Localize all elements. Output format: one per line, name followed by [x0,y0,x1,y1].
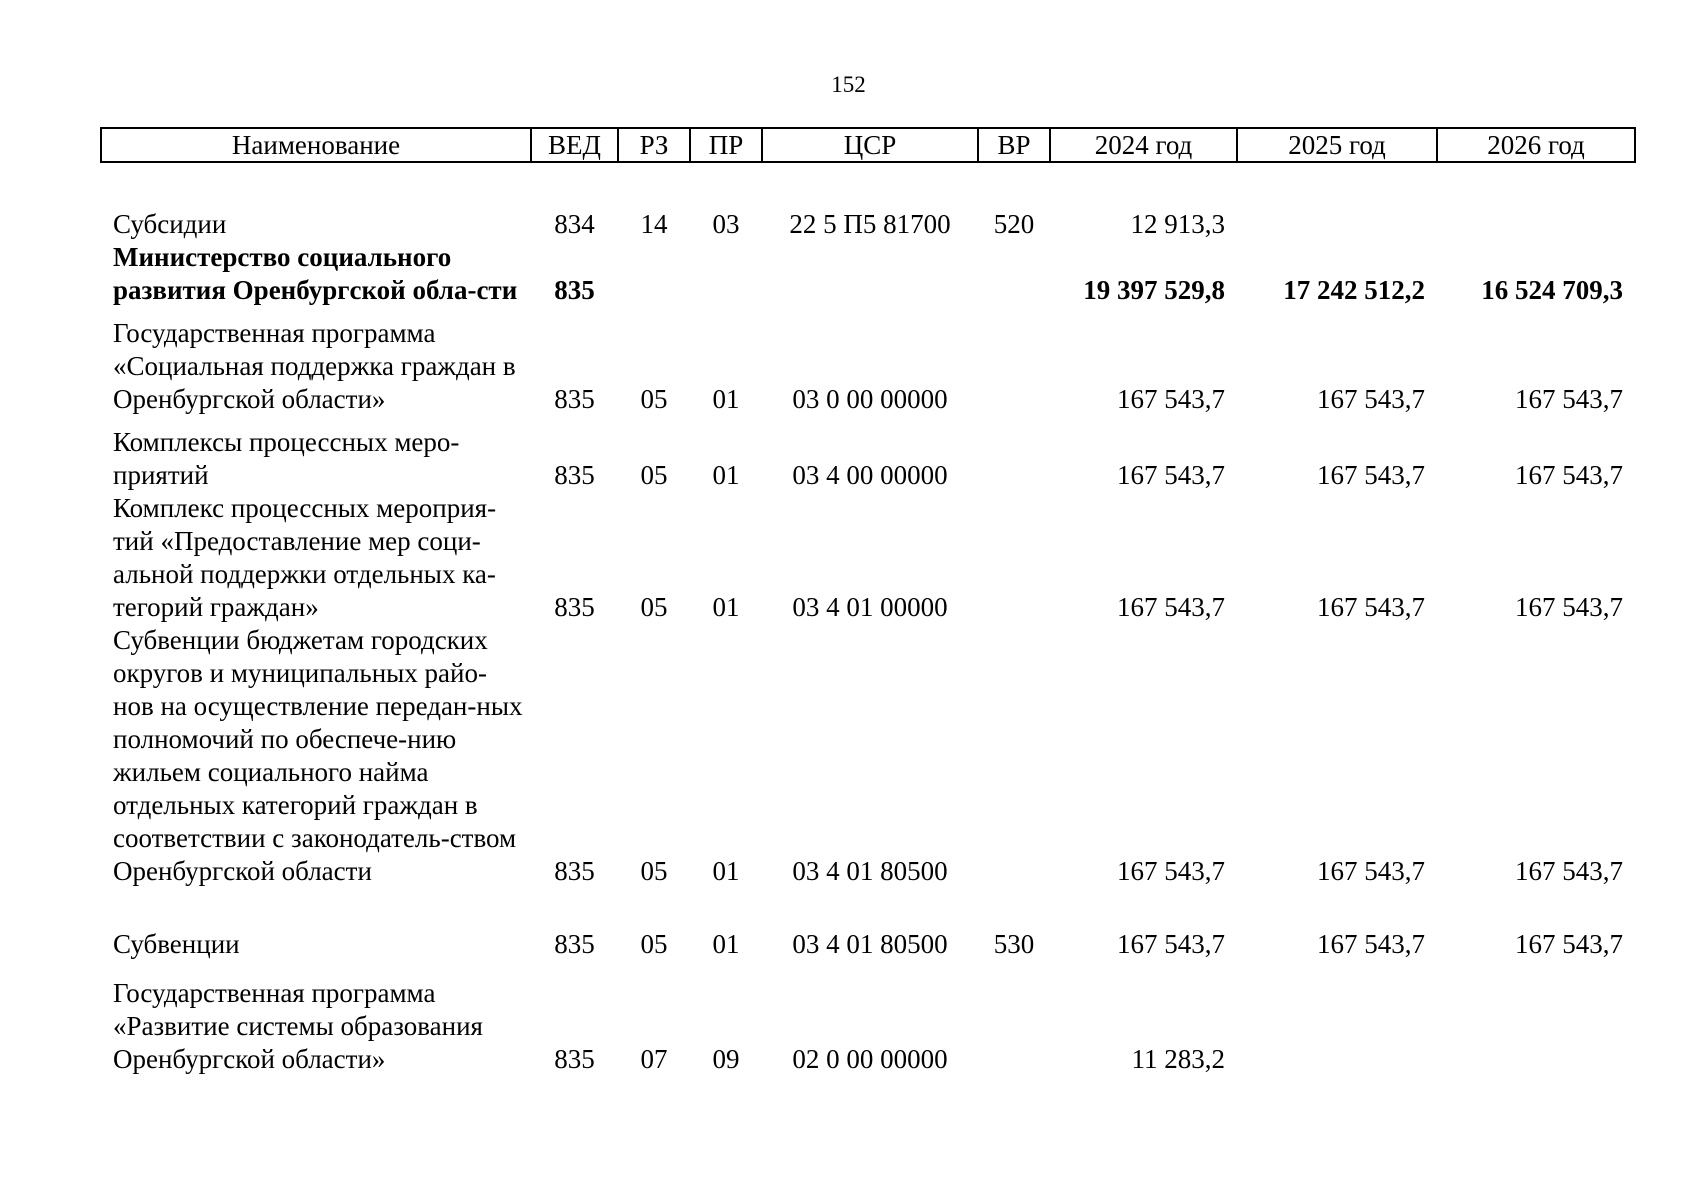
table-row [101,624,1635,888]
row-2024: 167 543,7 [1117,929,1225,959]
table-row [101,928,1635,961]
row-name: Субвенции бюджетам городских округов и муниципальных райо-нов на осуществление передан-ных полномочий по обеспече-нию жильем социального найма отдельных категорий граждан в соответствии с законодатель-ством Оренбургской области [113,625,523,886]
row-2024: 167 543,7 [1117,592,1225,622]
row-2025: 167 543,7 [1317,929,1425,959]
table-row [101,426,1635,492]
row-name: Комплекс процессных мероприя-тий «Предоставление мер соци-альной поддержки отдельных ка-тегорий граждан» [113,493,497,622]
row-csr: 22 5 П5 81700 [789,209,951,239]
row-rz: 14 [640,209,668,239]
row-2024: 12 913,3 [1130,209,1225,239]
row-name: Комплексы процессных меро-приятий [113,427,460,490]
row-2025 [1237,977,1437,1076]
row-ved: 835 [554,856,595,886]
row-vr [978,624,1050,888]
row-2026: 16 524 709,3 [1481,275,1623,305]
row-rz: 05 [640,856,668,886]
row-csr: 03 4 01 00000 [792,592,948,622]
row-2025 [1237,208,1437,241]
row-csr: 03 0 00 00000 [792,384,948,414]
table-row [101,317,1635,416]
row-2024: 167 543,7 [1117,856,1225,886]
row-pr: 03 [712,209,740,239]
header-csr: ЦСР [762,128,978,162]
row-ved: 835 [554,592,595,622]
row-rz: 05 [640,460,668,490]
row-rz: 05 [640,384,668,414]
row-rz: 05 [640,592,668,622]
row-ved: 835 [554,1044,595,1074]
row-2026: 167 543,7 [1515,592,1623,622]
row-ved: 834 [554,209,595,239]
row-rz: 07 [640,1044,668,1074]
table-row [101,241,1635,307]
header-2026: 2026 год [1437,128,1635,162]
row-pr: 01 [712,384,740,414]
page-number: 152 [831,72,866,97]
row-csr: 03 4 01 80500 [792,929,948,959]
row-vr [978,426,1050,492]
row-pr: 09 [712,1044,740,1074]
row-2024: 167 543,7 [1117,460,1225,490]
header-name: Наименование [101,128,531,162]
row-2026: 167 543,7 [1515,856,1623,886]
row-2025: 167 543,7 [1317,384,1425,414]
header-pr: ПР [690,128,762,162]
row-ved: 835 [554,275,595,305]
row-2026 [1437,208,1635,241]
row-2025: 17 242 512,2 [1283,275,1425,305]
row-2024: 11 283,2 [1131,1044,1225,1074]
row-2026: 167 543,7 [1515,460,1623,490]
row-pr: 01 [712,460,740,490]
row-vr [978,317,1050,416]
row-vr [978,977,1050,1076]
row-2026: 167 543,7 [1515,384,1623,414]
row-name: Министерство социального развития Оренбургской обла-сти [113,242,518,305]
table-row [101,492,1635,624]
row-csr: 02 0 00 00000 [792,1044,948,1074]
table-row [101,208,1635,241]
row-name: Государственная программа «Социальная поддержка граждан в Оренбургской области» [113,318,516,414]
row-pr: 01 [712,592,740,622]
table-header-row [101,128,1635,162]
row-rz: 05 [640,929,668,959]
row-pr [690,241,762,307]
row-2026: 167 543,7 [1515,929,1623,959]
row-name: Субсидии [113,209,227,239]
header-rz: РЗ [618,128,690,162]
row-2025: 167 543,7 [1317,592,1425,622]
row-vr [978,241,1050,307]
row-vr [978,492,1050,624]
row-csr [762,241,978,307]
row-ved: 835 [554,460,595,490]
row-vr: 520 [993,209,1035,239]
row-ved: 835 [554,929,595,959]
row-name: Государственная программа «Развитие системы образования Оренбургской области» [113,978,483,1074]
row-name: Субвенции [113,929,240,959]
row-vr: 530 [993,929,1035,959]
row-rz [618,241,690,307]
row-2025: 167 543,7 [1317,460,1425,490]
header-2024: 2024 год [1050,128,1237,162]
table-row [101,977,1635,1076]
row-2026 [1437,977,1635,1076]
row-2025: 167 543,7 [1317,856,1425,886]
header-vr: ВР [978,128,1050,162]
row-pr: 01 [712,856,740,886]
row-pr: 01 [712,929,740,959]
header-2025: 2025 год [1237,128,1437,162]
row-csr: 03 4 00 00000 [792,460,948,490]
budget-table [100,127,1636,1076]
row-2024: 19 397 529,8 [1083,275,1225,305]
row-ved: 835 [554,384,595,414]
row-csr: 03 4 01 80500 [792,856,948,886]
header-ved: ВЕД [531,128,618,162]
row-2024: 167 543,7 [1117,384,1225,414]
